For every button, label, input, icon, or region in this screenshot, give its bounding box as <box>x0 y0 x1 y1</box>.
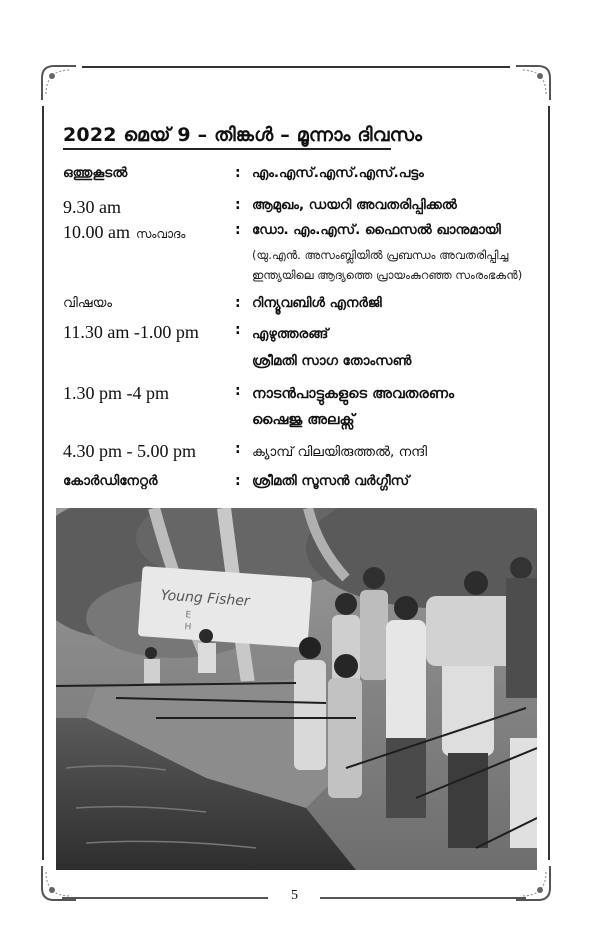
schedule-row <box>63 473 541 495</box>
row-value: എഴുത്തരങ്ങ് <box>252 326 329 342</box>
row-separator: : <box>235 197 241 213</box>
row-separator: : <box>235 165 241 181</box>
row-separator: : <box>235 295 241 311</box>
schedule-row <box>63 383 541 435</box>
row-separator: : <box>235 222 241 238</box>
title-underline <box>63 148 391 150</box>
row-label-sub: സംവാദം <box>136 227 186 241</box>
banner-text: H <box>184 622 192 633</box>
row-separator: : <box>235 441 241 457</box>
row-label: 9.30 am <box>63 197 121 217</box>
corner-ornament-icon <box>514 64 552 102</box>
page-number: 5 <box>291 888 298 903</box>
row-separator: : <box>235 383 241 399</box>
row-value: ശ്രീമതി സൂസൻ വർഗ്ഗീസ് <box>252 473 410 489</box>
row-value-secondary: ശ്രീമതി സാഗ തോംസൺ <box>252 353 412 369</box>
schedule-row <box>63 441 541 465</box>
row-label: 4.30 pm - 5.00 pm <box>63 441 196 461</box>
row-label <box>63 222 185 243</box>
row-label: ഒത്തുകൂടൽ <box>63 165 128 181</box>
row-note: (യു.എൻ. അസംബ്ലിയിൽ പ്രബന്ധം അവതരിപ്പിച്ച <box>252 248 509 262</box>
row-value: എം.എസ്.എസ്.എസ്.പട്ടം <box>252 165 424 181</box>
schedule-row <box>63 322 541 374</box>
row-value: ക്യാമ്പ് വിലയിരുത്തൽ, നന്ദി <box>252 444 428 460</box>
row-value: ആമുഖം, ഡയറി അവതരിപ്പിക്കൽ <box>252 197 457 213</box>
row-value-secondary: ഷൈജു അലക്സ് <box>252 412 355 428</box>
row-label: 1.30 pm -4 pm <box>63 383 169 403</box>
row-separator: : <box>235 322 241 338</box>
banner-text: Young Fisher <box>160 587 251 610</box>
page-title: 2022 മെയ് 9 – തിങ്കൾ – മൂന്നാം ദിവസം <box>63 124 423 146</box>
event-photo <box>56 508 537 870</box>
row-value: നാടൻപാട്ടുകളുടെ അവതരണം <box>252 386 455 402</box>
row-label: വിഷയം <box>63 295 113 311</box>
banner-text: E <box>184 610 192 621</box>
row-separator: : <box>235 473 241 489</box>
row-label: കോർഡിനേറ്റർ <box>63 473 158 489</box>
row-note: ഇന്ത്യയിലെ ആദ്യത്തെ പ്രായംകുറഞ്ഞ സംരംഭകൻ) <box>252 268 523 282</box>
schedule-row <box>63 222 541 286</box>
row-label: 11.30 am -1.00 pm <box>63 322 199 342</box>
row-value: റിന്യൂവബിൾ എനർജി <box>252 295 382 311</box>
footer-rule-right <box>320 897 526 899</box>
row-value: ഡോ. എം.എസ്. ഫൈസൽ ഖാനുമായി <box>252 222 501 238</box>
schedule-row <box>63 165 541 187</box>
corner-ornament-icon <box>40 64 78 102</box>
schedule-row <box>63 295 541 317</box>
schedule-row <box>63 197 541 221</box>
photo-illustration <box>56 508 537 870</box>
row-label-time: 10.00 am <box>63 222 130 242</box>
